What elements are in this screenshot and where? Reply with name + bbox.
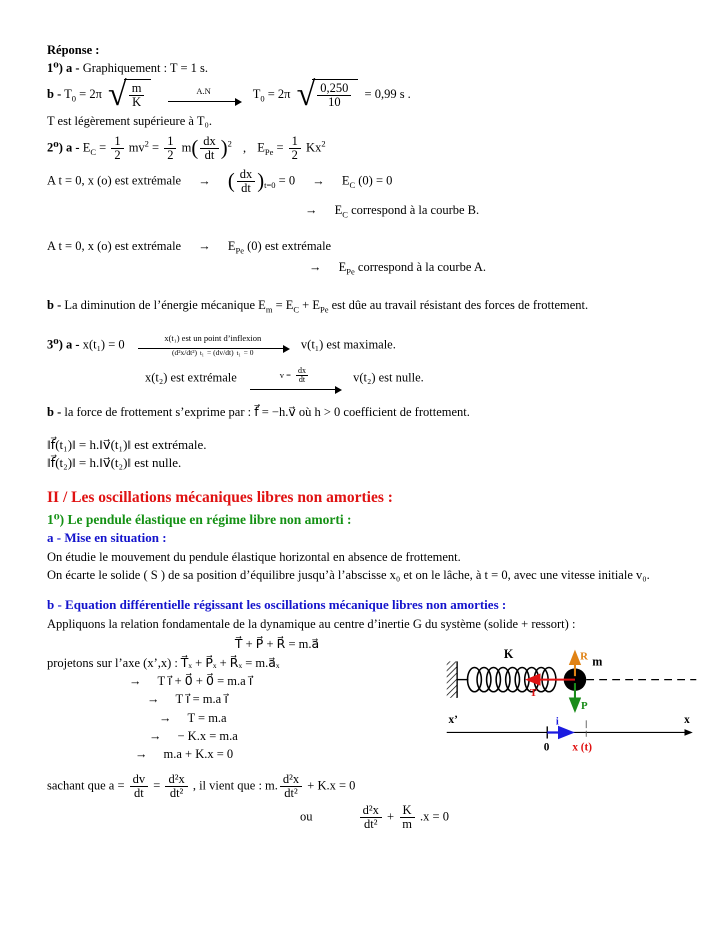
fraction-dv-dt bbox=[130, 773, 149, 800]
paragraph-appliquons: Appliquons la relation fondamentale de la dynamique au centre d’inertie G du système (solide + ressort) : bbox=[47, 617, 576, 632]
fraction-dx-dt-tiny bbox=[296, 367, 308, 384]
x-t2-extremale: x(t₂) est extrémale bbox=[145, 370, 237, 385]
section-2-heading: II / Les oscillations mécaniques libres non amorties : bbox=[47, 489, 393, 507]
Ec-subscript: C bbox=[90, 147, 96, 158]
equals-zero: = 0 bbox=[243, 348, 254, 358]
an-arrow bbox=[168, 87, 240, 102]
diminution-text: La diminution de l’énergie mécanique E bbox=[64, 298, 266, 313]
Epe-subscript: Pe bbox=[319, 304, 329, 315]
t-superior-note: T est légèrement supérieure à T₀. bbox=[47, 113, 212, 128]
subsection-a-heading: a - Mise en situation : bbox=[47, 530, 167, 546]
Epe-subscript: Pe bbox=[346, 266, 355, 277]
equals: = bbox=[153, 778, 161, 793]
dv-dt: = (dv/dt) bbox=[207, 348, 234, 358]
v-equals: v = bbox=[279, 370, 291, 381]
conclusion-curve-A bbox=[309, 259, 698, 278]
reponse-heading bbox=[47, 42, 698, 58]
squared: 2 bbox=[144, 138, 149, 149]
label-1b: b - bbox=[47, 86, 62, 101]
label-2a: 2⁰) a - bbox=[47, 140, 80, 155]
arrow-top-label bbox=[278, 367, 312, 384]
plus-Epe: + E bbox=[302, 298, 320, 313]
label-3a: 3⁰) a - bbox=[47, 337, 80, 352]
answer-1b-formula bbox=[47, 75, 698, 113]
numerator: d²x bbox=[360, 804, 382, 818]
implies-arrow: → bbox=[135, 747, 148, 762]
x-prime-label: x’ bbox=[448, 713, 458, 726]
implies-arrow-2: → bbox=[312, 173, 325, 188]
T-subscript-2: 0 bbox=[260, 93, 265, 104]
Ec-zero-result: (0) = 0 bbox=[358, 173, 393, 188]
tension-vector-label: T⃗ bbox=[529, 686, 546, 699]
subsection-b-heading: b - Equation différentielle régissant les oscillations mécanique libres non amorties : bbox=[47, 597, 507, 613]
pendulum-diagram bbox=[445, 639, 698, 767]
plus-sign: + bbox=[387, 809, 395, 824]
denominator: 2 bbox=[291, 148, 298, 163]
equals-3: = bbox=[276, 140, 284, 155]
equals-2pi: = 2π bbox=[79, 86, 102, 101]
implies-arrow: → bbox=[198, 173, 211, 188]
arrow-shaft bbox=[138, 344, 288, 349]
numerator: 1 bbox=[164, 135, 176, 149]
fundamental-equation: T⃗ + P⃗ + R⃗ = m.a⃗ bbox=[234, 636, 320, 651]
derivation-step-5 bbox=[135, 746, 445, 762]
implies-arrow: → bbox=[309, 259, 322, 274]
x-t1-zero: x(t₁) = 0 bbox=[82, 337, 125, 352]
mass-label: m bbox=[592, 654, 603, 669]
x-label: x bbox=[684, 713, 690, 726]
arrow-shaft bbox=[250, 385, 340, 390]
derivation-step-2 bbox=[147, 691, 445, 707]
fraction-d2x-dt2 bbox=[165, 773, 187, 800]
unit-vector-label: i⃗ bbox=[555, 716, 567, 728]
squared-3: 2 bbox=[321, 138, 326, 149]
T-symbol-2: T bbox=[252, 86, 261, 101]
t1-sub-2: t₁ bbox=[236, 349, 241, 357]
condition-line-2 bbox=[47, 238, 698, 257]
numerator: d²x bbox=[280, 773, 302, 787]
fraction-dx-dt bbox=[200, 135, 219, 162]
Epe-symbol: E bbox=[227, 239, 236, 254]
sachant-que-line bbox=[47, 773, 698, 800]
answer-3a-line1 bbox=[47, 334, 698, 358]
right-paren: ) bbox=[257, 170, 265, 193]
d2x-dt2: (d²x/dt²) bbox=[172, 348, 197, 358]
answer-2a-formula bbox=[47, 135, 698, 162]
xt-position-label: x (t) bbox=[572, 741, 593, 754]
denominator: dt bbox=[241, 181, 251, 196]
norm-line-2: ‖f⃗(t₂)‖ = h.‖v⃗(t₂)‖ est nulle. bbox=[47, 455, 182, 471]
Ec-symbol: E bbox=[334, 202, 343, 217]
derivation-step-4 bbox=[149, 728, 445, 744]
ou-equation-line bbox=[300, 804, 698, 831]
equations-and-figure bbox=[47, 635, 698, 767]
equals-2: = bbox=[152, 140, 160, 155]
condition-line-1 bbox=[47, 168, 698, 195]
comma: , bbox=[242, 140, 247, 155]
v-t2-nulle: v(t₂) est nulle. bbox=[353, 370, 424, 385]
Epe-subscript: Pe bbox=[264, 147, 274, 158]
plus-kx-zero: + K.x = 0 bbox=[307, 778, 356, 793]
denominator: m bbox=[402, 816, 412, 831]
implies-arrow: → bbox=[159, 710, 172, 725]
answer-1a-text: Graphiquement : T = 1 s. bbox=[82, 61, 209, 76]
fraction-dx-dt bbox=[237, 168, 256, 195]
Kx-term: Kx bbox=[306, 140, 322, 155]
reaction-vector-label: R⃗ bbox=[580, 650, 597, 663]
label-1a: 1⁰) a - bbox=[47, 61, 80, 76]
Epe-symbol: E bbox=[338, 259, 347, 274]
fraction-half-2 bbox=[164, 135, 176, 162]
inflexion-arrow bbox=[138, 334, 288, 358]
denominator: dt² bbox=[169, 785, 184, 800]
answer-3a-line2 bbox=[145, 367, 698, 390]
radicand bbox=[124, 79, 152, 109]
implies-arrow: → bbox=[198, 239, 211, 254]
paragraph-mise-1: On étudie le mouvement du pendule élastique horizontal en absence de frottement. bbox=[47, 549, 461, 564]
fraction-0250-10 bbox=[317, 82, 351, 109]
friction-force-text: la force de frottement s’exprime par : f⃗ = −h.v⃗ où h > 0 coefficient de frottement. bbox=[64, 405, 470, 420]
Ec-subscript: C bbox=[342, 209, 348, 220]
radicand bbox=[312, 79, 358, 109]
subsection-1-heading: 1⁰) Le pendule élastique en régime libre non amorti : bbox=[47, 511, 352, 527]
numerator: 1 bbox=[111, 135, 123, 149]
fraction-m-K bbox=[129, 82, 145, 109]
step-text: T i⃗ + 0⃗ + 0⃗ = m.a i⃗ bbox=[157, 674, 253, 689]
numerator: 1 bbox=[289, 135, 301, 149]
conclusion-text: correspond à la courbe A. bbox=[357, 259, 486, 274]
wall-hatching bbox=[447, 661, 457, 697]
answer-1a bbox=[47, 60, 698, 76]
left-paren: ( bbox=[191, 137, 199, 160]
Epe-subscript: Pe bbox=[235, 245, 244, 256]
numerator: d²x bbox=[165, 773, 187, 787]
Ec-subscript: C bbox=[349, 180, 356, 191]
step-text: T = m.a bbox=[187, 710, 227, 725]
arrow-shaft bbox=[168, 97, 240, 102]
fraction-K-m bbox=[399, 804, 415, 831]
norm-line-1: ‖f⃗(t₁)‖ = h.‖v⃗(t₁)‖ est extrémale. bbox=[47, 436, 207, 452]
step-text: − K.x = m.a bbox=[177, 728, 238, 743]
Ec-subscript: C bbox=[293, 304, 300, 315]
denominator: dt bbox=[134, 785, 144, 800]
x-equals-zero: .x = 0 bbox=[420, 809, 449, 824]
label-2b: b - bbox=[47, 298, 62, 313]
T-subscript: 0 bbox=[71, 93, 77, 104]
denominator: K bbox=[132, 94, 142, 109]
sqrt-numeric bbox=[296, 75, 359, 113]
label-3b: b - bbox=[47, 405, 62, 420]
v-dx-dt-arrow bbox=[250, 367, 340, 390]
denominator: dt² bbox=[364, 816, 378, 831]
Em-subscript: m bbox=[265, 304, 273, 315]
condition-text: A t = 0, x (o) est extrémale bbox=[47, 173, 182, 188]
numerator: 0,250 bbox=[317, 82, 351, 96]
arrow-bottom-label bbox=[170, 349, 255, 357]
denominator: 2 bbox=[167, 148, 174, 163]
equals-Ec: = E bbox=[275, 298, 294, 313]
fraction-d2x-dt2-3 bbox=[360, 804, 382, 831]
equals: = bbox=[99, 140, 107, 155]
equals-2pi-2: = 2π bbox=[267, 86, 291, 101]
denominator: 2 bbox=[114, 148, 121, 163]
t1-sub: t₁ bbox=[199, 349, 205, 357]
answer-3b bbox=[47, 404, 698, 420]
numerator: dx bbox=[298, 366, 307, 376]
conclusion-text: correspond à la courbe B. bbox=[351, 202, 480, 217]
radical-icon: √ bbox=[296, 75, 316, 113]
il-vient-que-text: , il vient que : m. bbox=[192, 778, 278, 793]
step-text: m.a + K.x = 0 bbox=[163, 747, 234, 762]
projection-line: projetons sur l’axe (x’,x) : T⃗ₓ + P⃗ₓ + R⃗ₓ = m.a⃗ₓ bbox=[47, 655, 280, 670]
mv-term: mv bbox=[128, 140, 145, 155]
squared-2: 2 bbox=[227, 138, 232, 149]
v-t1-maximale: v(t₁) est maximale. bbox=[300, 337, 396, 352]
condition-text: A t = 0, x (o) est extrémale bbox=[47, 239, 182, 254]
origin-label: 0 bbox=[543, 741, 550, 754]
right-paren: ) bbox=[220, 137, 228, 160]
paren-subscript: t=0 bbox=[264, 180, 276, 191]
denominator: 10 bbox=[328, 94, 341, 109]
reponse-label: Réponse : bbox=[47, 43, 100, 57]
conclusion-curve-B bbox=[305, 202, 698, 221]
numerator: dx bbox=[237, 168, 256, 182]
derivation-step-1 bbox=[129, 673, 445, 689]
ou-text: ou bbox=[300, 809, 313, 824]
Epe-extremale: (0) est extrémale bbox=[247, 239, 332, 254]
implies-arrow: → bbox=[149, 728, 162, 743]
weight-vector-label: P⃗ bbox=[581, 699, 597, 712]
spring-constant-label: K bbox=[503, 646, 514, 661]
answer-2b bbox=[47, 297, 698, 316]
fraction-half-3 bbox=[289, 135, 301, 162]
equals-zero: = 0 bbox=[278, 173, 296, 188]
numerator: K bbox=[400, 804, 415, 818]
friction-work-text: est dûe au travail résistant des forces de frottement. bbox=[331, 298, 589, 313]
paragraph-mise-2: On écarte le solide ( S ) de sa position d’équilibre jusqu’à l’abscisse x₀ et on le lâche, à t = 0, avec une vitesse initiale v₀. bbox=[47, 568, 650, 583]
equations-column bbox=[47, 635, 445, 765]
denominator: dt bbox=[204, 148, 215, 163]
m-term: m bbox=[181, 140, 192, 155]
step-text: T i⃗ = m.a i⃗ bbox=[175, 692, 228, 707]
sachant-que-text: sachant que a = bbox=[47, 778, 125, 793]
implies-arrow: → bbox=[305, 202, 318, 217]
result-099s: = 0,99 s . bbox=[364, 86, 411, 101]
derivation-step-3 bbox=[159, 710, 445, 726]
denominator: dt² bbox=[284, 785, 298, 800]
implies-arrow: → bbox=[129, 674, 142, 689]
sqrt-m-over-K bbox=[108, 75, 151, 113]
left-paren: ( bbox=[227, 170, 235, 193]
fraction-half bbox=[111, 135, 123, 162]
numerator: dx bbox=[200, 135, 219, 149]
arrow-top-label: x(t₁) est un point d’inflexion bbox=[164, 332, 262, 343]
Ec-symbol: E bbox=[341, 173, 350, 188]
implies-arrow: → bbox=[147, 692, 160, 707]
Ec-symbol: E bbox=[82, 140, 91, 155]
fraction-d2x-dt2-2 bbox=[280, 773, 302, 800]
an-arrow-label: A.N bbox=[196, 85, 211, 96]
Epe-symbol: E bbox=[257, 140, 265, 155]
denominator: dt bbox=[298, 375, 306, 385]
numerator: m bbox=[129, 82, 145, 96]
T-symbol: T bbox=[64, 86, 72, 101]
radical-icon: √ bbox=[108, 75, 127, 113]
numerator: dv bbox=[130, 773, 149, 787]
